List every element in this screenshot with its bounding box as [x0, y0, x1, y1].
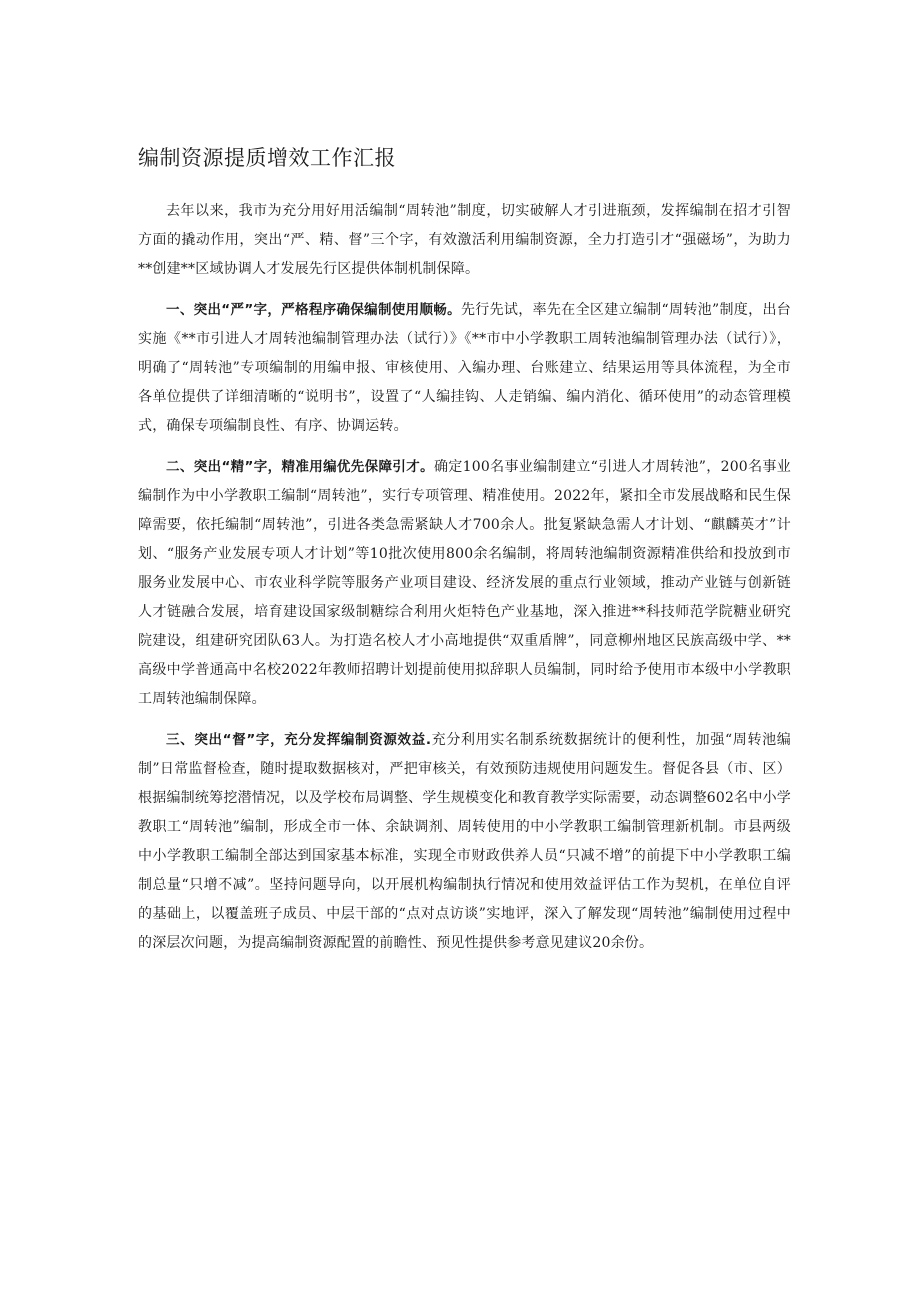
document-title: 编制资源提质增效工作汇报: [138, 146, 396, 170]
section-heading-1: 一、突出“严”字，严格程序确保编制使用顺畅。: [166, 302, 461, 318]
section-paragraph-2: [138, 453, 791, 714]
section-heading-3: 三、突出“督”字，充分发挥编制资源效益.: [166, 732, 432, 748]
intro-paragraph: 去年以来，我市为充分用好用活编制“周转池”制度，切实破解人才引进瓶颈，发挥编制在招才引智方面的撬动作用，突出“严、精、督”三个字，有效激活利用编制资源，全力打造引才“强磁场”，为助力**创建**区域协调人才发展先行区提供体制机制保障。: [138, 203, 791, 277]
section-paragraph-1: [138, 296, 791, 441]
section-body-2: 确定100名事业编制建立“引进人才周转池”，200名事业编制作为中小学教职工编制“周转池”，实行专项管理、精准使用。2022年，紧扣全市发展战略和民生保障需要，依托编制“周转池”，引进各类急需紧缺人才700余人。批复紧缺急需人才计划、“麒麟英才”计划、“服务产业发展专项人才计划”等10批次使用800余名编制，将周转池编制资源精准供给和投放到市服务业发展中心、市农业科学院等服务产业项目建设、经济发展的重点行业领域，推动产业链与创新链人才链融合发展，培育建设国家级制糖综合利用火炬特色产业基地，深入推进**科技师范学院糖业研究院建设，组建研究团队63人。为打造名校人才小高地提供“双重盾牌”，同意柳州地区民族高级中学、**高级中学普通高中名校2022年教师招聘计划提前使用拟辞职人员编制，同时给予使用市本级中小学教职工周转池编制保障。: [138, 459, 791, 707]
section-body-1: 先行先试，率先在全区建立编制“周转池”制度，出台实施《**市引进人才周转池编制管理办法（试行）》《**市中小学教职工周转池编制管理办法（试行）》，明确了“周转池”专项编制的用编申报、审核使用、入编办理、台账建立、结果运用等具体流程，为全市各单位提供了详细清晰的“说明书”，设置了“人编挂钩、人走销编、编内消化、循环使用”的动态管理模式，确保专项编制良性、有序、协调运转。: [138, 302, 791, 434]
section-heading-2: 二、突出“精”字，精准用编优先保障引才。: [166, 459, 434, 475]
section-paragraph-3: [138, 726, 791, 958]
section-body-3: 充分利用实名制系统数据统计的便利性，加强“周转池编制”日常监督检查，随时提取数据核对，严把审核关，有效预防违规使用问题发生。督促各县（市、区）根据编制统筹挖潜情况，以及学校布局调整、学生规模变化和教育教学实际需要，动态调整602名中小学教职工“周转池”编制，形成全市一体、余缺调剂、周转使用的中小学教职工编制管理新机制。市县两级中小学教职工编制全部达到国家基本标准，实现全市财政供养人员“只减不增”的前提下中小学教职工编制总量“只增不减”。坚持问题导向，以开展机构编制执行情况和使用效益评估工作为契机，在单位自评的基础上，以覆盖班子成员、中层干部的“点对点访谈”实地评，深入了解发现“周转池”编制使用过程中的深层次问题，为提高编制资源配置的前瞻性、预见性提供参考意见建议20余份。: [138, 732, 792, 951]
document-body: [138, 197, 791, 970]
